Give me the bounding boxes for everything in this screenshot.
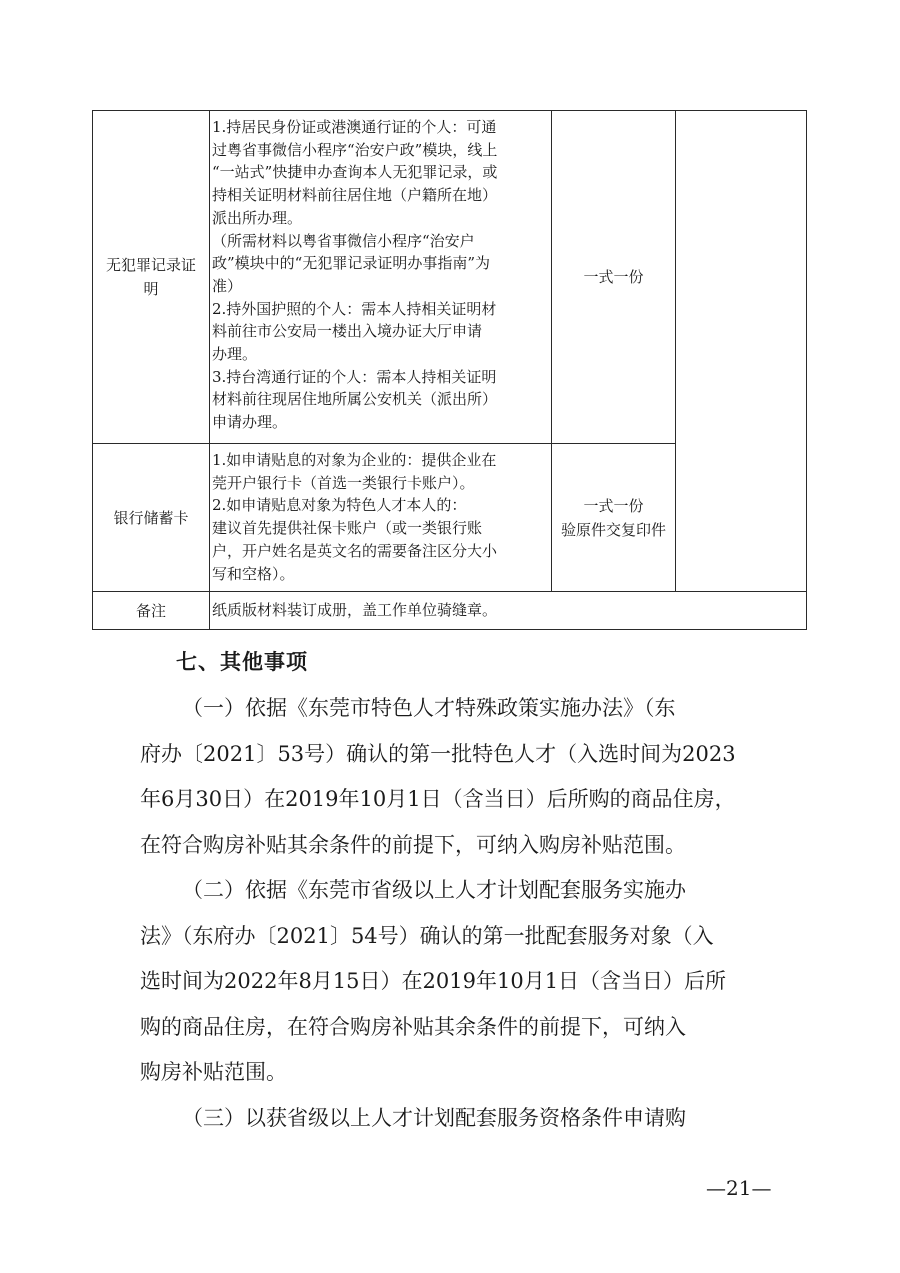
table-row [93, 111, 807, 444]
paragraph-line: 府办〔2021〕53号）确认的第一批特色人才（入选时间为2023 [140, 741, 736, 766]
item-extra-cell [676, 111, 807, 592]
desc-line: 申请办理。 [212, 413, 288, 432]
requirements-table [92, 110, 807, 630]
paragraph-line: （一）依据《东莞市特色人才特殊政策实施办法》（东 [182, 696, 676, 720]
item-qty-text: 一式一份 [583, 268, 644, 286]
desc-line: 建议首先提供社保卡账户（或一类银行账 [212, 519, 483, 538]
item-qty-text: 一式一份 [583, 496, 644, 515]
section-title: 七、其他事项 [176, 650, 308, 674]
desc-line: 纸质版材料装订成册，盖工作单位骑缝章。 [212, 601, 498, 620]
desc-line: 3.持台湾通行证的个人：需本人持相关证明 [212, 367, 497, 386]
paragraph-line: 法》（东府办〔2021〕54号）确认的第一批配套服务对象（入 [140, 923, 714, 948]
item-name-text: 明 [143, 280, 159, 298]
desc-line: 持相关证明材料前往居住地（户籍所在地） [212, 186, 498, 205]
desc-line: 料前往市公安局一楼出入境办证大厅申请 [212, 322, 483, 341]
desc-line: 1.如申请贴息的对象为企业的：提供企业在 [212, 451, 497, 469]
desc-line: 写和空格）。 [212, 564, 295, 583]
paragraph-line: 购房补贴范围。 [140, 1060, 287, 1084]
item-desc-cell [210, 111, 552, 444]
desc-line: 莞开户银行卡（首选一类银行卡账户）。 [212, 473, 475, 492]
desc-line: 1.持居民身份证或港澳通行证的个人：可通 [212, 118, 497, 136]
paragraph-line: 购的商品住房，在符合购房补贴其余条件的前提下，可纳入 [140, 1014, 686, 1039]
paragraph-line: 选时间为2022年8月15日）在2019年10月1日（含当日）后所 [140, 969, 727, 993]
desc-line: 2.持外国护照的个人：需本人持相关证明材 [212, 299, 497, 318]
desc-line: 2.如申请贴息对象为特色人才本人的： [212, 496, 467, 515]
item-name-text: 银行储蓄卡 [113, 508, 189, 527]
item-qty-cell [552, 444, 676, 592]
paragraph [140, 686, 780, 868]
paragraph [140, 868, 780, 1096]
item-name-cell [93, 444, 210, 592]
item-name-text: 备注 [135, 601, 166, 620]
item-name-cell [93, 111, 210, 444]
desc-line: 派出所办理。 [212, 208, 303, 227]
paragraph-line: （三）以获省级以上人才计划配套服务资格条件申请购 [182, 1106, 686, 1130]
desc-line: 政”模块中的“无犯罪记录证明办事指南”为 [212, 254, 491, 273]
page-number: —21— [706, 1176, 772, 1200]
paragraph [140, 1096, 780, 1142]
desc-line: 过粤省事微信小程序“治安户政”模块，线上 [212, 140, 498, 159]
desc-line: 准） [212, 276, 243, 295]
remarks-cell [210, 592, 807, 630]
paragraph-line: 年6月30日）在2019年10月1日（含当日）后所购的商品住房， [140, 787, 736, 811]
item-qty-text: 验原件交复印件 [560, 520, 666, 539]
item-name-text: 无犯罪记录证 [105, 256, 196, 274]
desc-line: 办理。 [212, 345, 258, 364]
desc-line: 材料前往现居住地所属公安机关（派出所） [212, 390, 498, 409]
item-name-cell [93, 592, 210, 630]
desc-line: 户，开户姓名是英文名的需要备注区分大小 [212, 541, 498, 560]
paragraph-line: （二）依据《东莞市省级以上人才计划配套服务实施办 [182, 878, 686, 902]
paragraph-line: 在符合购房补贴其余条件的前提下，可纳入购房补贴范围。 [140, 832, 686, 857]
desc-line: “一站式”快捷申办查询本人无犯罪记录，或 [212, 163, 498, 182]
item-desc-cell [210, 444, 552, 592]
desc-line: （所需材料以粤省事微信小程序“治安户 [212, 231, 475, 250]
table-row [93, 592, 807, 630]
item-qty-cell [552, 111, 676, 444]
